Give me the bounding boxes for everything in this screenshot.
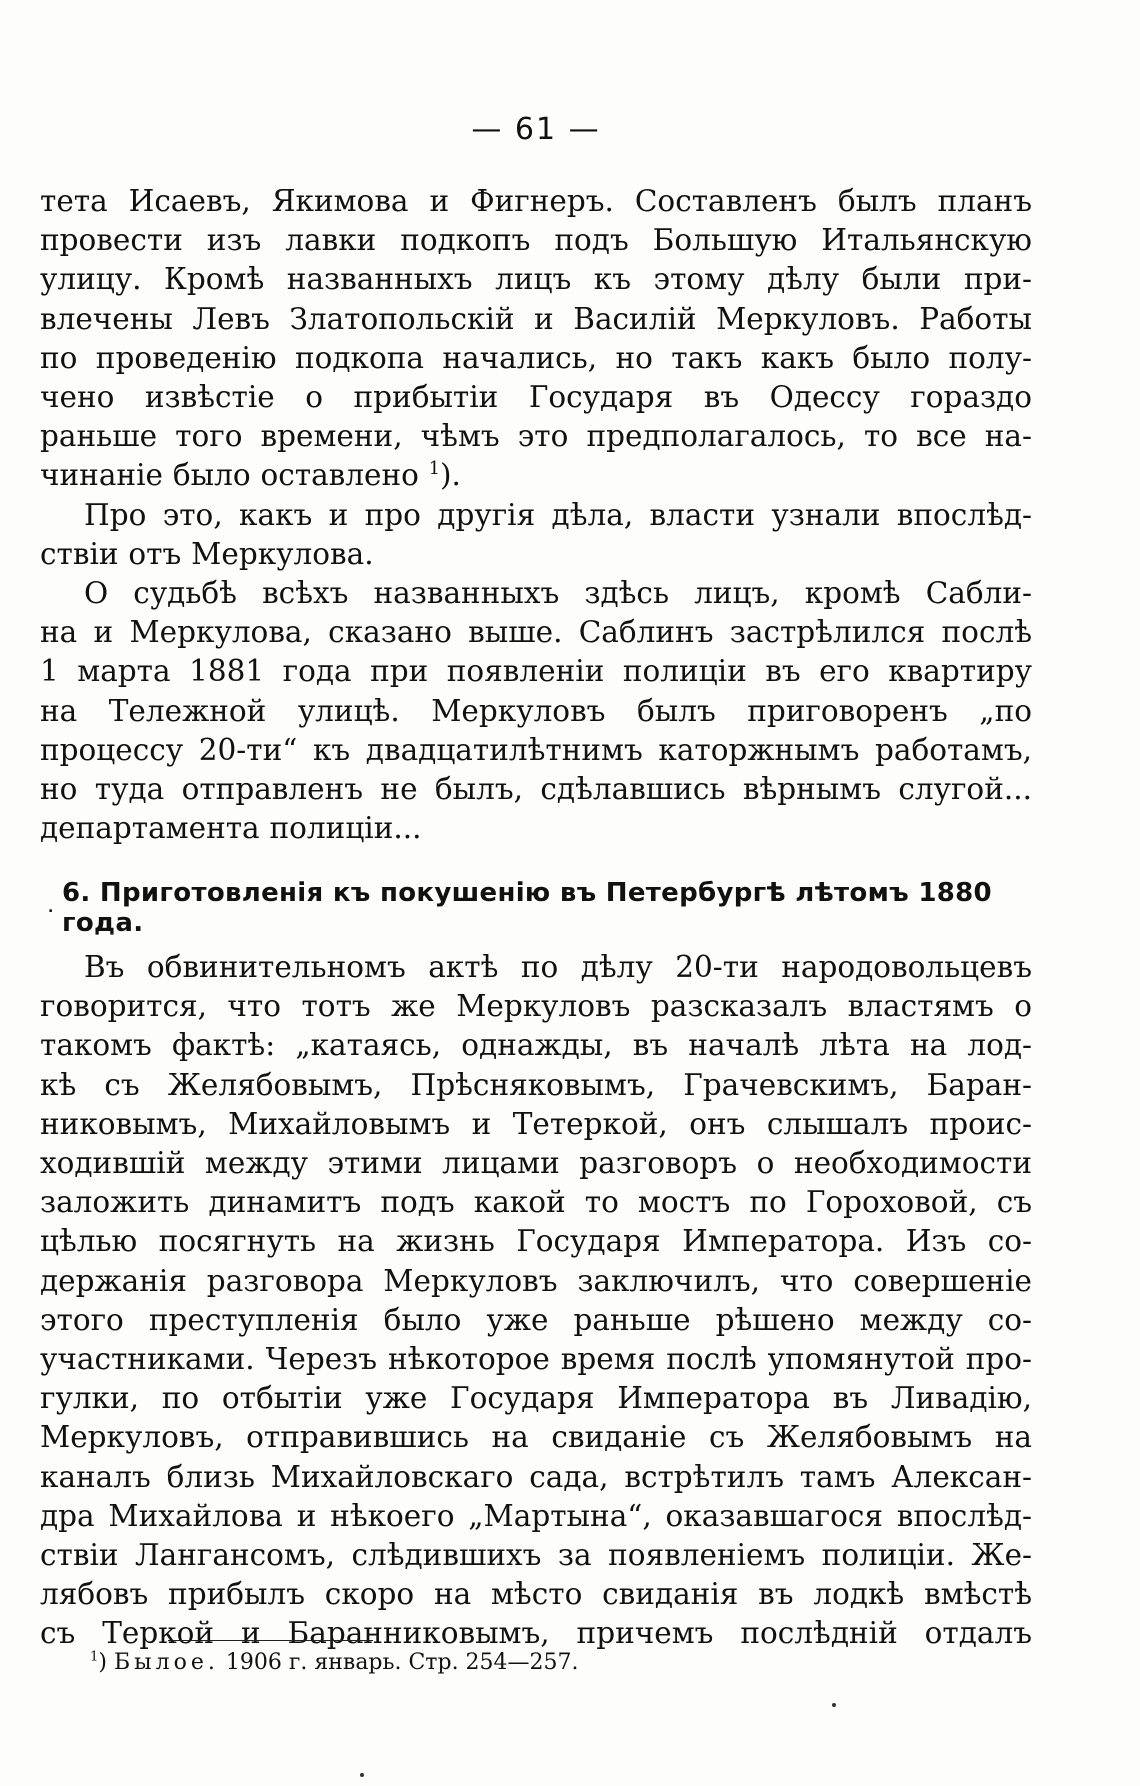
text-line: говорится, что тотъ же Меркуловъ разсказалъ властямъ о xyxy=(40,989,1032,1024)
text-line: провести изъ лавки подкопъ подъ Большую Итальянскую xyxy=(40,223,1032,258)
text-line: участниками. Черезъ нѣкоторое время послѣ упомянутой про- xyxy=(40,1342,1032,1377)
text-line: 1 марта 1881 года при появленіи полиціи въ его квартиру xyxy=(40,654,1032,689)
text-line: ствіи Лангансомъ, слѣдившихъ за появленіемъ полиціи. Же- xyxy=(40,1538,1032,1573)
paragraph-2 xyxy=(40,496,1032,574)
text-line: ходившій между этими лицами разговоръ о необходимости xyxy=(40,1146,1032,1181)
text-line: чено извѣстіе о прибытіи Государя въ Одессу гораздо xyxy=(40,380,1032,415)
footnote-details: 1906 г. январь. Стр. 254—257. xyxy=(225,1650,579,1675)
footnote-divider xyxy=(168,1640,373,1641)
paragraph-4 xyxy=(40,948,1032,1654)
text-line: процессу 20-ти“ къ двадцатилѣтнимъ каторжнымъ работамъ, xyxy=(40,732,1032,767)
paragraph-1 xyxy=(40,182,1032,496)
text-line: на и Меркулова, сказано выше. Саблинъ застрѣлился послѣ xyxy=(40,615,1032,650)
text-line: съ Теркой и Баранниковымъ, причемъ послѣдній отдалъ xyxy=(40,1616,1032,1651)
text-line: тета Исаевъ, Якимова и Фигнеръ. Составленъ былъ планъ xyxy=(40,184,1032,218)
footnote-reference: 1 xyxy=(428,459,441,480)
text-line: Въ обвинительномъ актѣ по дѣлу 20-ти народовольцевъ xyxy=(84,950,1032,984)
text-line: никовымъ, Михайловымъ и Тетеркой, онъ слышалъ проис- xyxy=(40,1106,1032,1141)
footnote-source: Былое. xyxy=(113,1650,219,1675)
text-line xyxy=(40,456,1032,495)
text-line: департамента полиціи... xyxy=(40,811,422,846)
text-fragment: чинаніе было оставлено xyxy=(40,458,419,493)
text-line: лябовъ прибылъ скоро на мѣсто свиданія въ лодкѣ вмѣстѣ xyxy=(40,1577,1032,1612)
text-line: Про это, какъ и про другія дѣла, власти узнали впослѣд- xyxy=(84,497,1032,532)
text-line: цѣлью посягнуть на жизнь Государя Императора. Изъ со- xyxy=(40,1224,1032,1259)
page-number: — 61 — xyxy=(471,112,601,147)
body-text-bottom xyxy=(40,948,1032,1654)
text-line: улицу. Кромѣ названныхъ лицъ къ этому дѣлу были при- xyxy=(40,262,1032,297)
printing-speck xyxy=(832,1703,836,1707)
footnote: $^1$) Былое. 1906 г. январь. Стр. 254—257. xyxy=(90,1649,579,1675)
text-line: гулки, по отбытіи уже Государя Императора въ Ливадію, xyxy=(40,1381,1032,1416)
text-line: раньше того времени, чѣмъ это предполагалось, то все на- xyxy=(40,419,1032,454)
text-fragment: ). xyxy=(440,458,461,493)
text-line: заложить динамитъ подъ какой то мостъ по Гороховой, съ xyxy=(40,1185,1032,1220)
section-heading-text: 6. Приготовленія къ покушенію въ Петербургѣ лѣтомъ 1880 года. xyxy=(62,878,992,938)
text-line: каналъ близь Михайловскаго сада, встрѣтилъ тамъ Алексан- xyxy=(40,1459,1032,1494)
text-line: по проведенію подкопа начались, но такъ какъ было полу- xyxy=(40,340,1032,375)
text-line: О судьбѣ всѣхъ названныхъ здѣсь лицъ, кромѣ Сабли- xyxy=(84,576,1032,611)
text-line: дра Михайлова и нѣкоего „Мартына“, оказавшагося впослѣд- xyxy=(40,1498,1032,1533)
text-line: влечены Левъ Златопольскій и Василій Меркуловъ. Работы xyxy=(40,301,1032,336)
text-line: ствіи отъ Меркулова. xyxy=(40,536,374,571)
text-line: такомъ фактѣ: „катаясь, однажды, въ началѣ лѣта на лод- xyxy=(40,1028,1032,1063)
text-line: кѣ съ Желябовымъ, Прѣсняковымъ, Грачевскимъ, Баран- xyxy=(40,1067,1032,1102)
printing-speck: . xyxy=(48,900,54,916)
text-line: держанія разговора Меркуловъ заключилъ, что совершеніе xyxy=(40,1263,1032,1298)
body-text-top xyxy=(40,182,1032,848)
text-line: этого преступленія было уже раньше рѣшено между со- xyxy=(40,1302,1032,1337)
paragraph-3 xyxy=(40,574,1032,848)
text-line: на Тележной улицѣ. Меркуловъ былъ приговоренъ „по xyxy=(40,693,1032,728)
text-line: но туда отправленъ не былъ, сдѣлавшись вѣрнымъ слугой... xyxy=(40,772,1032,807)
printing-speck xyxy=(360,1773,364,1777)
page xyxy=(40,0,1032,1786)
footnote-mark: 1 xyxy=(90,1649,99,1665)
section-heading xyxy=(48,878,1032,938)
text-line: Меркуловъ, отправившись на свиданіе съ Желябовымъ на xyxy=(40,1420,1032,1455)
